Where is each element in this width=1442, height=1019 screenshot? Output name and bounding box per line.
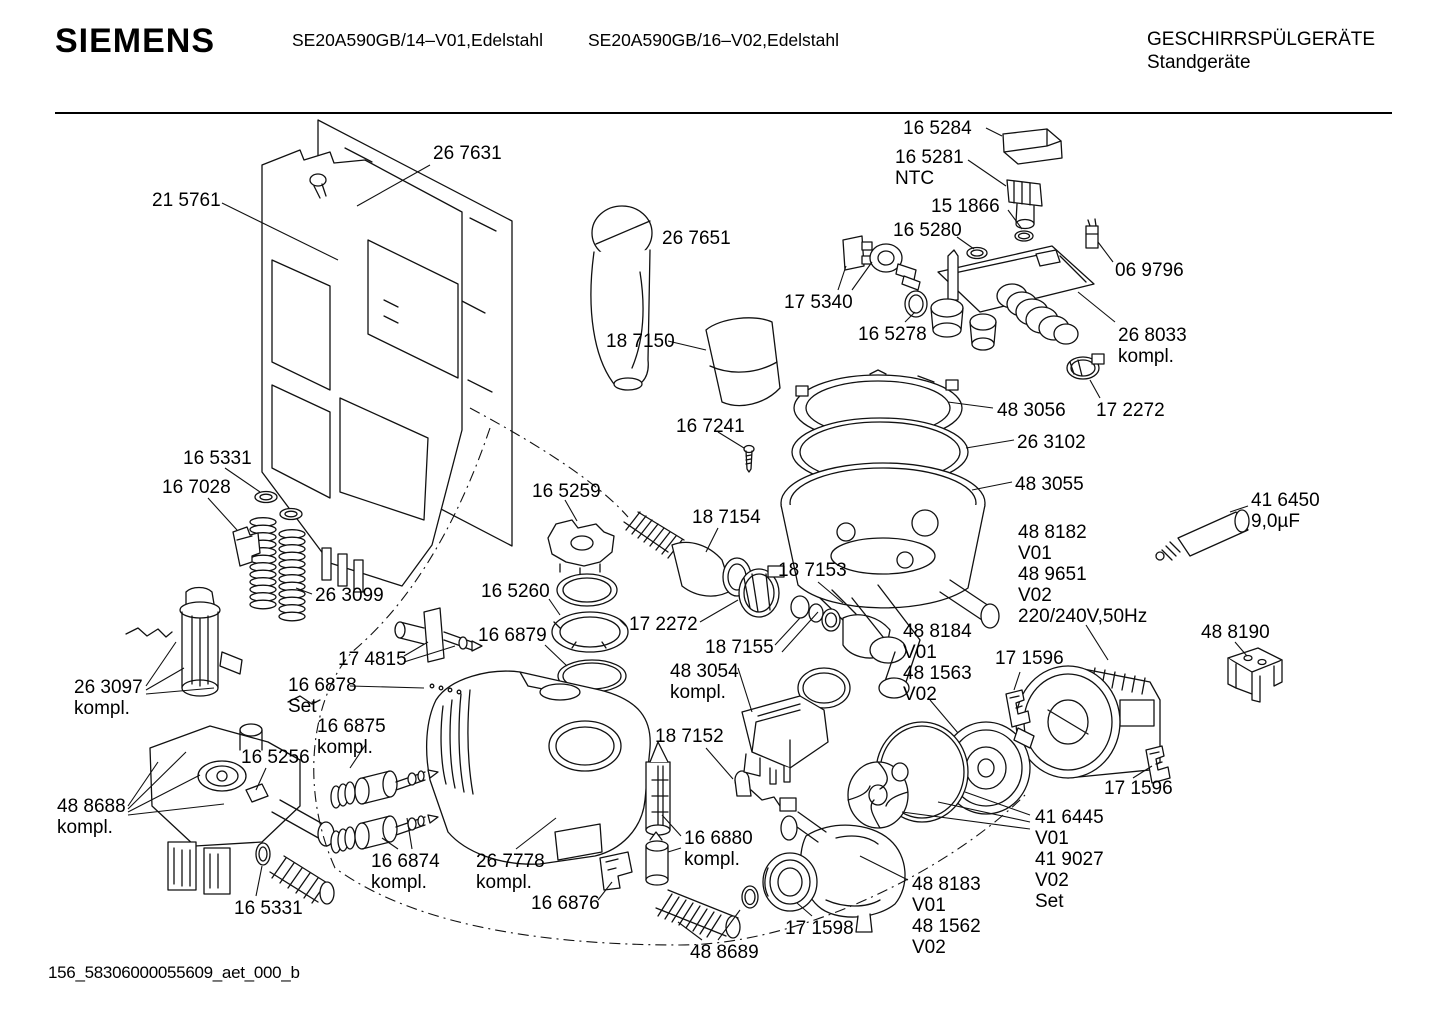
part-label-line: 16 5278 xyxy=(858,324,927,345)
part-label-41-6450 xyxy=(1251,490,1320,532)
part-label-17-1596-l xyxy=(1104,778,1173,799)
part-label-18-7152 xyxy=(655,726,724,747)
part-label-26-7778 xyxy=(476,851,545,893)
document-id: 156_58306000055609_aet_000_b xyxy=(48,963,300,982)
part-label-18-7153 xyxy=(778,560,847,581)
part-label-line: 48 1563 xyxy=(903,663,972,684)
part-label-line: 26 8033 xyxy=(1118,325,1187,346)
part-label-16-5278 xyxy=(858,324,927,345)
part-label-26-7651 xyxy=(662,228,731,249)
part-label-16-6875 xyxy=(317,716,386,758)
part-label-line: 48 3054 xyxy=(670,661,739,682)
part-label-line: 16 5281 xyxy=(895,147,964,168)
part-label-48-8182 xyxy=(1018,522,1147,627)
part-label-line: 16 6876 xyxy=(531,893,600,914)
part-label-16-7028 xyxy=(162,477,231,498)
part-label-26-3102 xyxy=(1017,432,1086,453)
part-label-line: 41 9027 xyxy=(1035,849,1104,870)
part-label-16-5281 xyxy=(895,147,964,189)
part-label-16-6878 xyxy=(288,675,357,717)
document-title-line1: GESCHIRRSPÜLGERÄTE xyxy=(1147,29,1376,50)
model-number-left: SE20A590GB/14–V01,Edelstahl xyxy=(292,30,544,50)
part-label-48-8184 xyxy=(903,621,972,705)
part-label-16-6879 xyxy=(478,625,547,646)
part-label-16-5259 xyxy=(532,481,601,502)
part-label-line: 17 1596 xyxy=(1104,778,1173,799)
part-label-line: 9,0µF xyxy=(1251,511,1300,532)
part-label-17-1598 xyxy=(785,918,854,939)
part-label-line: 17 4815 xyxy=(338,649,407,670)
part-label-48-8183 xyxy=(912,874,981,958)
part-label-line: 48 8688 xyxy=(57,796,126,817)
part-label-line: 17 2272 xyxy=(629,614,698,635)
part-label-line: 18 7155 xyxy=(705,637,774,658)
part-label-16-5331-u xyxy=(183,448,252,469)
part-label-line: 16 5260 xyxy=(481,581,550,602)
part-label-line: V02 xyxy=(903,684,937,705)
part-label-line: 48 3055 xyxy=(1015,474,1084,495)
part-label-line: V02 xyxy=(1035,870,1069,891)
part-label-line: 15 1866 xyxy=(931,196,1000,217)
part-label-17-2272-c xyxy=(629,614,698,635)
part-label-17-5340 xyxy=(784,292,853,313)
part-label-line: 21 5761 xyxy=(152,190,221,211)
part-label-line: 48 8182 xyxy=(1018,522,1087,543)
part-label-16-5280 xyxy=(893,220,962,241)
part-label-48-3056 xyxy=(997,400,1066,421)
part-label-line: 16 7028 xyxy=(162,477,231,498)
part-label-16-6880 xyxy=(684,828,753,870)
part-label-line: 17 1596 xyxy=(995,648,1064,669)
part-label-line: 18 7150 xyxy=(606,331,675,352)
part-label-line: Set xyxy=(288,696,317,717)
part-label-line: 18 7152 xyxy=(655,726,724,747)
part-label-26-8033 xyxy=(1118,325,1187,367)
part-label-06-9796 xyxy=(1115,260,1184,281)
part-label-line: 48 8689 xyxy=(690,942,759,963)
part-label-line: 18 7153 xyxy=(778,560,847,581)
part-label-line: 48 1562 xyxy=(912,916,981,937)
part-label-line: V01 xyxy=(903,642,937,663)
part-label-line: 48 9651 xyxy=(1018,564,1087,585)
part-label-48-3054 xyxy=(670,661,739,703)
part-label-16-5260 xyxy=(481,581,550,602)
part-label-line: 16 5331 xyxy=(234,898,303,919)
part-label-16-7241 xyxy=(676,416,745,437)
part-label-line: 26 3097 xyxy=(74,677,143,698)
part-label-line: 16 6879 xyxy=(478,625,547,646)
part-label-18-7150 xyxy=(606,331,675,352)
part-label-line: 16 5280 xyxy=(893,220,962,241)
part-label-line: 48 8184 xyxy=(903,621,972,642)
part-label-line: 17 2272 xyxy=(1096,400,1165,421)
part-label-line: 16 6878 xyxy=(288,675,357,696)
part-label-line: 16 6874 xyxy=(371,851,440,872)
part-label-26-3099 xyxy=(315,585,384,606)
document-title-line2: Standgeräte xyxy=(1147,52,1251,73)
part-label-line: 26 3102 xyxy=(1017,432,1086,453)
part-label-line: 48 8190 xyxy=(1201,622,1270,643)
part-label-line: V01 xyxy=(1035,828,1069,849)
part-label-line: V01 xyxy=(912,895,946,916)
part-label-16-6876 xyxy=(531,893,600,914)
part-label-line: 48 8183 xyxy=(912,874,981,895)
part-label-16-5284 xyxy=(903,118,972,139)
part-label-16-5256 xyxy=(241,747,310,768)
part-label-15-1866 xyxy=(931,196,1000,217)
part-label-line: 26 3099 xyxy=(315,585,384,606)
part-label-line: 16 7241 xyxy=(676,416,745,437)
part-label-17-1596-u xyxy=(995,648,1064,669)
part-label-line: 16 5331 xyxy=(183,448,252,469)
part-label-26-7631 xyxy=(433,143,502,164)
part-label-line: 06 9796 xyxy=(1115,260,1184,281)
part-label-line: 26 7651 xyxy=(662,228,731,249)
part-label-line: kompl. xyxy=(74,698,130,719)
part-label-48-8689 xyxy=(690,942,759,963)
siemens-logo: SIEMENS xyxy=(55,22,216,60)
part-label-line: 18 7154 xyxy=(692,507,761,528)
part-label-line: 26 7631 xyxy=(433,143,502,164)
part-label-line: 16 6880 xyxy=(684,828,753,849)
part-label-line: 16 5284 xyxy=(903,118,972,139)
part-label-line: NTC xyxy=(895,168,935,189)
part-label-line: kompl. xyxy=(1118,346,1174,367)
part-label-line: 17 1598 xyxy=(785,918,854,939)
part-label-18-7155 xyxy=(705,637,774,658)
part-label-17-4815 xyxy=(338,649,407,670)
part-label-line: 48 3056 xyxy=(997,400,1066,421)
part-label-line: 41 6450 xyxy=(1251,490,1320,511)
part-label-line: 17 5340 xyxy=(784,292,853,313)
part-label-line: 220/240V,50Hz xyxy=(1018,606,1148,627)
part-label-48-3055 xyxy=(1015,474,1084,495)
part-label-line: 41 6445 xyxy=(1035,807,1104,828)
part-label-17-2272-r xyxy=(1096,400,1165,421)
part-label-line: V01 xyxy=(1018,543,1052,564)
part-label-line: kompl. xyxy=(684,849,740,870)
part-label-48-8688 xyxy=(57,796,126,838)
part-label-line: 26 7778 xyxy=(476,851,545,872)
part-label-line: kompl. xyxy=(317,737,373,758)
part-label-21-5761 xyxy=(152,190,221,211)
part-label-line: kompl. xyxy=(371,872,427,893)
part-label-line: 16 6875 xyxy=(317,716,386,737)
part-label-line: kompl. xyxy=(670,682,726,703)
part-label-41-6445 xyxy=(1035,807,1104,912)
part-label-line: 16 5256 xyxy=(241,747,310,768)
part-label-16-6874 xyxy=(371,851,440,893)
part-label-line: kompl. xyxy=(476,872,532,893)
part-label-26-3097 xyxy=(74,677,143,719)
model-number-right: SE20A590GB/16–V02,Edelstahl xyxy=(588,30,840,50)
part-label-line: kompl. xyxy=(57,817,113,838)
part-label-line: V02 xyxy=(912,937,946,958)
part-label-line: 16 5259 xyxy=(532,481,601,502)
part-label-18-7154 xyxy=(692,507,761,528)
part-label-48-8190 xyxy=(1201,622,1270,643)
part-label-16-5331-l xyxy=(234,898,303,919)
part-label-line: Set xyxy=(1035,891,1064,912)
part-label-line: V02 xyxy=(1018,585,1052,606)
